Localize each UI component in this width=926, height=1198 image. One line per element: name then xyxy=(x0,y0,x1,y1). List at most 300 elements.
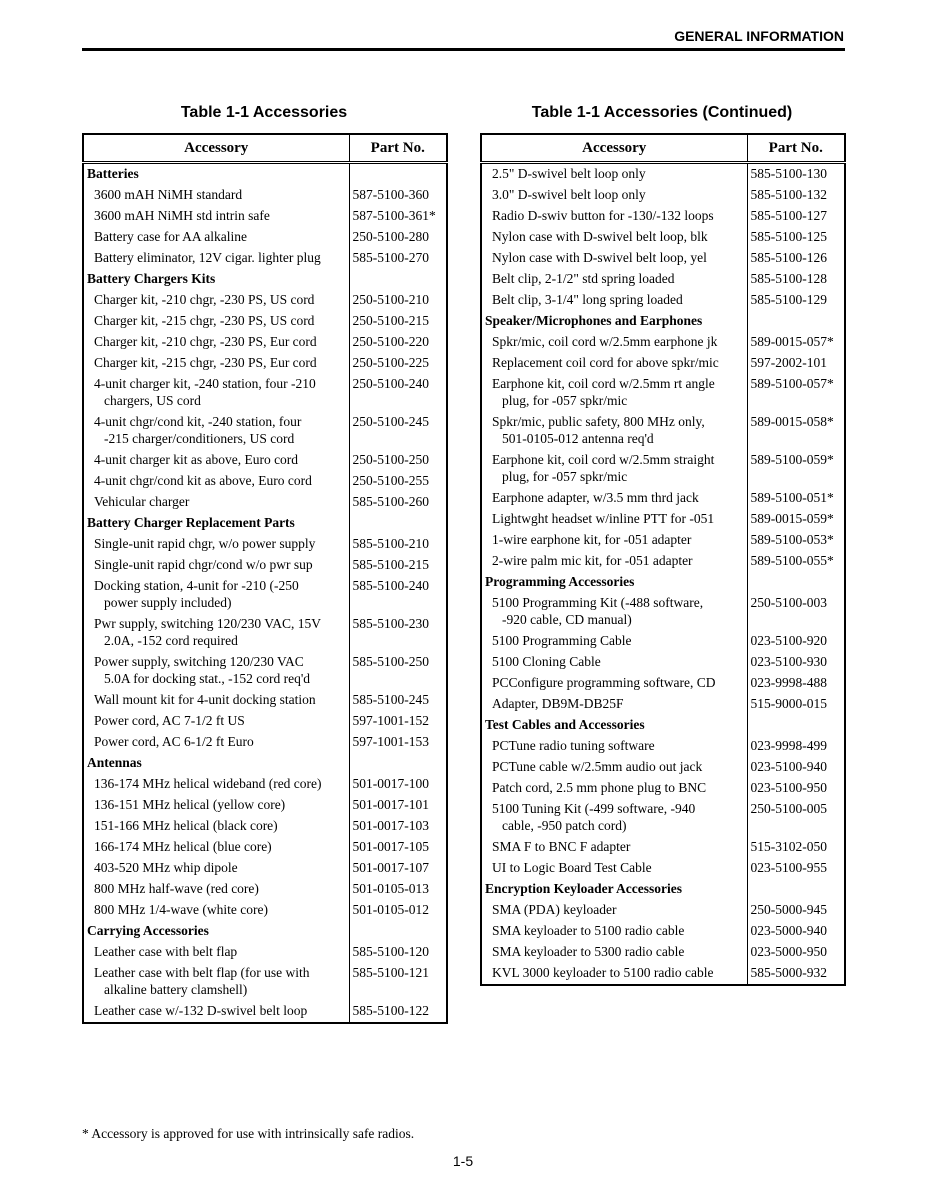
table-row xyxy=(481,509,845,530)
table-row xyxy=(481,673,845,694)
accessory-name: 2-wire palm mic kit, for -051 adapter xyxy=(492,553,693,568)
accessory-cell xyxy=(83,690,349,711)
accessory-name: Adapter, DB9M-DB25F xyxy=(492,696,624,711)
accessory-cell xyxy=(83,879,349,900)
part-number-cell xyxy=(349,921,447,942)
part-number-cell: 023-9998-499 xyxy=(750,738,827,753)
accessory-name-continued: 5.0A for docking stat., -152 cord req'd xyxy=(104,671,311,686)
accessory-cell xyxy=(481,694,747,715)
accessory-name-continued: alkaline battery clamshell) xyxy=(104,982,248,997)
part-number-cell: 597-2002-101 xyxy=(750,355,827,370)
part-number-cell: 589-5100-053* xyxy=(750,532,834,547)
section-row xyxy=(83,921,447,942)
part-number-cell: 597-1001-152 xyxy=(352,713,429,728)
table-row xyxy=(83,248,447,269)
table-row xyxy=(481,593,845,631)
accessory-name: 136-151 MHz helical (yellow core) xyxy=(94,797,286,812)
table-row xyxy=(83,816,447,837)
table-row xyxy=(83,534,447,555)
accessory-name: Charger kit, -215 chgr, -230 PS, US cord xyxy=(94,313,315,328)
part-number-column-header: Part No. xyxy=(747,134,845,163)
part-number-cell: 023-5100-955 xyxy=(750,860,827,875)
accessory-name: Battery Chargers Kits xyxy=(87,271,216,286)
part-number-cell: 585-5100-260 xyxy=(352,494,429,509)
accessory-name: PCTune cable w/2.5mm audio out jack xyxy=(492,759,703,774)
accessory-name: Belt clip, 3-1/4" long spring loaded xyxy=(492,292,683,307)
table-row xyxy=(481,290,845,311)
part-number-cell xyxy=(349,753,447,774)
part-number-cell: 023-5100-940 xyxy=(750,759,827,774)
accessory-cell xyxy=(481,736,747,757)
accessory-cell xyxy=(481,799,747,837)
part-number-cell: 250-5100-245 xyxy=(352,414,429,429)
accessory-name: 3600 mAH NiMH std intrin safe xyxy=(94,208,270,223)
accessory-name-continued: plug, for -057 spkr/mic xyxy=(502,393,628,408)
part-number-cell xyxy=(349,163,447,186)
part-number-cell: 023-5100-930 xyxy=(750,654,827,669)
part-number-cell: 589-0015-057* xyxy=(750,334,834,349)
accessory-name: Belt clip, 2-1/2" std spring loaded xyxy=(492,271,675,286)
accessory-name: 5100 Tuning Kit (-499 software, -940 xyxy=(492,801,696,816)
accessory-name: SMA keyloader to 5300 radio cable xyxy=(492,944,685,959)
accessory-name: Battery Charger Replacement Parts xyxy=(87,515,295,530)
accessory-cell xyxy=(83,900,349,921)
accessory-name: PCConfigure programming software, CD xyxy=(492,675,716,690)
accessory-name-continued: plug, for -057 spkr/mic xyxy=(502,469,628,484)
accessory-name: 800 MHz half-wave (red core) xyxy=(94,881,259,896)
table-row xyxy=(481,736,845,757)
accessory-name: 1-wire earphone kit, for -051 adapter xyxy=(492,532,692,547)
part-number-cell xyxy=(349,269,447,290)
accessory-cell xyxy=(481,837,747,858)
part-number-cell: 250-5100-210 xyxy=(352,292,429,307)
accessory-name: SMA (PDA) keyloader xyxy=(492,902,617,917)
accessory-name: 166-174 MHz helical (blue core) xyxy=(94,839,272,854)
accessory-name: Batteries xyxy=(87,166,139,181)
section-row xyxy=(481,311,845,332)
section-heading xyxy=(481,311,747,332)
table-row xyxy=(481,206,845,227)
accessory-name: Antennas xyxy=(87,755,142,770)
part-number-cell: 250-5100-215 xyxy=(352,313,429,328)
part-number-cell: 589-0015-058* xyxy=(750,414,834,429)
accessory-cell xyxy=(83,555,349,576)
accessory-cell xyxy=(481,858,747,879)
section-row xyxy=(481,715,845,736)
left-table-caption: Table 1-1 Accessories xyxy=(180,104,348,121)
accessory-cell xyxy=(481,942,747,963)
accessory-name: 2.5" D-swivel belt loop only xyxy=(492,166,646,181)
part-number-cell: 250-5100-225 xyxy=(352,355,429,370)
accessory-cell xyxy=(481,163,747,186)
part-number-cell: 585-5100-270 xyxy=(352,250,429,265)
accessory-name: 5100 Cloning Cable xyxy=(492,654,601,669)
accessory-name: Earphone kit, coil cord w/2.5mm straight xyxy=(492,452,715,467)
accessory-cell xyxy=(481,353,747,374)
part-number-cell: 585-5100-125 xyxy=(750,229,827,244)
table-row xyxy=(481,332,845,353)
accessory-name: Leather case with belt flap (for use with xyxy=(94,965,310,980)
part-number-cell: 501-0017-103 xyxy=(352,818,429,833)
table-row xyxy=(83,879,447,900)
table-row xyxy=(83,963,447,1001)
section-heading xyxy=(83,921,349,942)
section-row xyxy=(481,572,845,593)
accessory-name-continued: 501-0105-012 antenna req'd xyxy=(502,431,654,446)
table-row xyxy=(481,412,845,450)
table-row xyxy=(83,576,447,614)
section-heading xyxy=(83,513,349,534)
accessory-name: Charger kit, -210 chgr, -230 PS, Eur cord xyxy=(94,334,317,349)
part-number-cell: 023-9998-488 xyxy=(750,675,827,690)
table-row xyxy=(83,711,447,732)
accessories-table xyxy=(82,133,448,1024)
accessory-cell xyxy=(481,185,747,206)
accessories-continued-table xyxy=(480,133,846,986)
part-number-cell xyxy=(747,715,845,736)
part-number-cell: 585-5100-128 xyxy=(750,271,827,286)
accessory-cell xyxy=(481,757,747,778)
part-number-cell: 589-5100-055* xyxy=(750,553,834,568)
accessory-cell xyxy=(481,631,747,652)
section-heading xyxy=(83,163,349,186)
accessory-cell xyxy=(481,900,747,921)
accessory-cell xyxy=(83,652,349,690)
accessory-name: 4-unit chgr/cond kit, -240 station, four xyxy=(94,414,302,429)
accessory-name: 3600 mAH NiMH standard xyxy=(94,187,243,202)
accessory-name: 4-unit charger kit, -240 station, four -210 xyxy=(94,376,316,391)
section-heading xyxy=(481,715,747,736)
table-row xyxy=(481,185,845,206)
accessory-cell xyxy=(83,492,349,513)
accessory-name: 800 MHz 1/4-wave (white core) xyxy=(94,902,268,917)
accessory-name: Radio D-swiv button for -130/-132 loops xyxy=(492,208,714,223)
accessory-name: 4-unit chgr/cond kit as above, Euro cord xyxy=(94,473,312,488)
accessory-cell xyxy=(481,488,747,509)
accessory-cell xyxy=(83,206,349,227)
part-number-cell xyxy=(747,572,845,593)
table-row xyxy=(83,614,447,652)
accessory-name: Battery eliminator, 12V cigar. lighter plug xyxy=(94,250,321,265)
accessory-name: UI to Logic Board Test Cable xyxy=(492,860,652,875)
accessory-name: Test Cables and Accessories xyxy=(485,717,645,732)
part-number-cell: 501-0017-105 xyxy=(352,839,429,854)
page-number: 1-5 xyxy=(452,1153,474,1169)
part-number-cell xyxy=(349,513,447,534)
accessory-cell xyxy=(83,248,349,269)
table-row xyxy=(83,652,447,690)
table-row xyxy=(83,353,447,374)
table-row xyxy=(481,757,845,778)
table-row xyxy=(481,163,845,186)
table-row xyxy=(83,795,447,816)
part-number-cell: 585-5100-121 xyxy=(352,965,429,980)
section-row xyxy=(83,753,447,774)
table-row xyxy=(83,290,447,311)
accessory-name: Leather case with belt flap xyxy=(94,944,238,959)
section-heading xyxy=(481,572,747,593)
table-row xyxy=(481,900,845,921)
table-row xyxy=(481,353,845,374)
accessory-cell xyxy=(83,732,349,753)
accessory-name: Power supply, switching 120/230 VAC xyxy=(94,654,304,669)
accessory-name-continued: 2.0A, -152 cord required xyxy=(104,633,238,648)
table-row xyxy=(481,530,845,551)
part-number-cell: 585-5100-127 xyxy=(750,208,827,223)
accessory-column-header: Accessory xyxy=(481,134,747,163)
table-row xyxy=(481,488,845,509)
part-number-cell: 585-5000-932 xyxy=(750,965,827,980)
part-number-cell: 250-5100-255 xyxy=(352,473,429,488)
accessory-name: Leather case w/-132 D-swivel belt loop xyxy=(94,1003,308,1018)
accessory-name: 5100 Programming Kit (-488 software, xyxy=(492,595,704,610)
part-number-cell: 515-3102-050 xyxy=(750,839,827,854)
accessory-name: 151-166 MHz helical (black core) xyxy=(94,818,278,833)
accessory-cell xyxy=(83,942,349,963)
accessory-name: SMA keyloader to 5100 radio cable xyxy=(492,923,685,938)
table-row xyxy=(481,837,845,858)
accessory-cell xyxy=(83,711,349,732)
accessory-name: Lightwght headset w/inline PTT for -051 xyxy=(492,511,715,526)
accessory-name: Spkr/mic, public safety, 800 MHz only, xyxy=(492,414,705,429)
table-row xyxy=(83,555,447,576)
accessory-name-continued: power supply included) xyxy=(104,595,232,610)
accessory-cell xyxy=(83,534,349,555)
section-row xyxy=(83,513,447,534)
table-row xyxy=(83,450,447,471)
accessory-cell xyxy=(83,185,349,206)
table-row xyxy=(83,732,447,753)
accessory-name: Single-unit rapid chgr, w/o power supply xyxy=(94,536,316,551)
part-number-cell: 250-5100-220 xyxy=(352,334,429,349)
part-number-cell: 250-5100-005 xyxy=(750,801,827,816)
part-number-cell: 585-5100-122 xyxy=(352,1003,429,1018)
accessory-name: Earphone adapter, w/3.5 mm thrd jack xyxy=(492,490,699,505)
accessory-name-continued: cable, -950 patch cord) xyxy=(502,818,627,833)
accessory-name: Speaker/Microphones and Earphones xyxy=(485,313,703,328)
table-row xyxy=(83,774,447,795)
part-number-cell: 585-5100-120 xyxy=(352,944,429,959)
part-number-cell: 250-5100-280 xyxy=(352,229,429,244)
section-row xyxy=(481,879,845,900)
accessory-cell xyxy=(83,311,349,332)
table-row xyxy=(83,412,447,450)
accessory-name: Battery case for AA alkaline xyxy=(94,229,247,244)
part-number-cell: 585-5100-210 xyxy=(352,536,429,551)
table-row xyxy=(481,858,845,879)
accessory-cell xyxy=(481,269,747,290)
accessory-name: Docking station, 4-unit for -210 (-250 xyxy=(94,578,299,593)
part-number-cell: 250-5100-240 xyxy=(352,376,429,391)
table-row xyxy=(83,690,447,711)
section-heading xyxy=(481,879,747,900)
table-row xyxy=(481,631,845,652)
part-number-cell: 585-5100-132 xyxy=(750,187,827,202)
accessory-name: SMA F to BNC F adapter xyxy=(492,839,631,854)
part-number-cell: 023-5100-920 xyxy=(750,633,827,648)
table-row xyxy=(481,374,845,412)
table-row xyxy=(83,332,447,353)
table-row xyxy=(83,1001,447,1023)
accessory-cell xyxy=(481,778,747,799)
table-row xyxy=(481,652,845,673)
accessory-name: Patch cord, 2.5 mm phone plug to BNC xyxy=(492,780,707,795)
accessory-cell xyxy=(481,290,747,311)
table-row xyxy=(83,858,447,879)
part-number-cell: 587-5100-360 xyxy=(352,187,429,202)
accessory-cell xyxy=(83,412,349,450)
part-number-cell: 585-5100-126 xyxy=(750,250,827,265)
table-row xyxy=(83,206,447,227)
accessory-cell xyxy=(481,673,747,694)
part-number-cell: 585-5100-215 xyxy=(352,557,429,572)
part-number-cell: 023-5000-950 xyxy=(750,944,827,959)
accessory-cell xyxy=(481,227,747,248)
part-number-cell: 587-5100-361* xyxy=(352,208,436,223)
part-number-cell: 589-5100-051* xyxy=(750,490,834,505)
part-number-cell: 585-5100-230 xyxy=(352,616,429,631)
accessory-name: PCTune radio tuning software xyxy=(492,738,655,753)
accessory-cell xyxy=(83,963,349,1001)
accessory-name: Pwr supply, switching 120/230 VAC, 15V xyxy=(94,616,322,631)
accessory-cell xyxy=(481,530,747,551)
part-number-cell xyxy=(747,879,845,900)
part-number-cell: 501-0105-012 xyxy=(352,902,429,917)
accessory-name: 5100 Programming Cable xyxy=(492,633,632,648)
accessory-name: Power cord, AC 7-1/2 ft US xyxy=(94,713,245,728)
table-row xyxy=(83,227,447,248)
section-row xyxy=(83,269,447,290)
part-number-cell: 585-5100-129 xyxy=(750,292,827,307)
accessory-cell xyxy=(83,576,349,614)
header-rule xyxy=(82,48,845,51)
part-number-cell: 250-5100-003 xyxy=(750,595,827,610)
accessory-name: Wall mount kit for 4-unit docking station xyxy=(94,692,316,707)
part-number-cell: 250-5100-250 xyxy=(352,452,429,467)
accessory-cell xyxy=(83,816,349,837)
part-number-cell: 515-9000-015 xyxy=(750,696,827,711)
accessory-cell xyxy=(481,963,747,985)
table-row xyxy=(83,942,447,963)
accessory-name: 4-unit charger kit as above, Euro cord xyxy=(94,452,299,467)
accessory-cell xyxy=(83,450,349,471)
section-heading xyxy=(83,269,349,290)
accessory-name: Earphone kit, coil cord w/2.5mm rt angle xyxy=(492,376,715,391)
accessory-name: Charger kit, -215 chgr, -230 PS, Eur cord xyxy=(94,355,317,370)
accessory-cell xyxy=(83,471,349,492)
accessory-name: 136-174 MHz helical wideband (red core) xyxy=(94,776,322,791)
accessory-cell xyxy=(83,290,349,311)
table-row xyxy=(481,450,845,488)
accessory-cell xyxy=(83,1001,349,1023)
accessory-cell xyxy=(83,774,349,795)
part-number-cell: 589-5100-059* xyxy=(750,452,834,467)
accessory-cell xyxy=(83,227,349,248)
table-row xyxy=(83,837,447,858)
accessory-name: 3.0" D-swivel belt loop only xyxy=(492,187,646,202)
accessory-name-continued: chargers, US cord xyxy=(104,393,201,408)
accessory-name: Charger kit, -210 chgr, -230 PS, US cord xyxy=(94,292,315,307)
part-number-cell: 250-5000-945 xyxy=(750,902,827,917)
table-row xyxy=(481,963,845,985)
footnote: * Accessory is approved for use with intrinsically safe radios. xyxy=(82,1126,415,1141)
section-header: GENERAL INFORMATION xyxy=(674,28,844,44)
accessory-cell xyxy=(481,248,747,269)
table-row xyxy=(83,311,447,332)
part-number-cell: 585-5100-250 xyxy=(352,654,429,669)
accessory-name: Spkr/mic, coil cord w/2.5mm earphone jk xyxy=(492,334,718,349)
table-row xyxy=(83,185,447,206)
part-number-cell: 585-5100-245 xyxy=(352,692,429,707)
part-number-cell: 589-0015-059* xyxy=(750,511,834,526)
part-number-cell: 501-0017-107 xyxy=(352,860,429,875)
table-row xyxy=(481,269,845,290)
accessory-cell xyxy=(481,332,747,353)
accessory-name: Vehicular charger xyxy=(94,494,190,509)
accessory-cell xyxy=(481,652,747,673)
accessory-cell xyxy=(83,353,349,374)
part-number-cell: 501-0017-100 xyxy=(352,776,429,791)
accessory-cell xyxy=(83,837,349,858)
table-row xyxy=(83,900,447,921)
part-number-cell: 023-5100-950 xyxy=(750,780,827,795)
table-row xyxy=(481,551,845,572)
table-row xyxy=(481,921,845,942)
accessory-name: KVL 3000 keyloader to 5100 radio cable xyxy=(492,965,714,980)
part-number-cell: 501-0105-013 xyxy=(352,881,429,896)
table-row xyxy=(481,227,845,248)
table-row xyxy=(83,374,447,412)
accessory-name-continued: -920 cable, CD manual) xyxy=(502,612,632,627)
accessory-name: Nylon case with D-swivel belt loop, blk xyxy=(492,229,708,244)
part-number-cell: 501-0017-101 xyxy=(352,797,429,812)
table-header-row xyxy=(83,134,447,163)
accessory-name: 403-520 MHz whip dipole xyxy=(94,860,238,875)
part-number-cell: 597-1001-153 xyxy=(352,734,429,749)
accessory-column-header: Accessory xyxy=(83,134,349,163)
section-row xyxy=(83,163,447,186)
accessory-cell xyxy=(481,921,747,942)
part-number-cell: 589-5100-057* xyxy=(750,376,834,391)
accessory-name: Replacement coil cord for above spkr/mic xyxy=(492,355,719,370)
part-number-cell: 585-5100-240 xyxy=(352,578,429,593)
accessory-cell xyxy=(481,374,747,412)
part-number-cell: 023-5000-940 xyxy=(750,923,827,938)
accessory-name: Nylon case with D-swivel belt loop, yel xyxy=(492,250,707,265)
accessory-cell xyxy=(481,551,747,572)
accessory-cell xyxy=(481,412,747,450)
accessory-cell xyxy=(481,450,747,488)
part-number-cell xyxy=(747,311,845,332)
table-row xyxy=(83,492,447,513)
table-row xyxy=(83,471,447,492)
accessory-name-continued: -215 charger/conditioners, US cord xyxy=(104,431,295,446)
accessory-name: Power cord, AC 6-1/2 ft Euro xyxy=(94,734,254,749)
table-row xyxy=(481,942,845,963)
accessory-cell xyxy=(481,206,747,227)
table-row xyxy=(481,694,845,715)
accessory-cell xyxy=(83,795,349,816)
part-number-cell: 585-5100-130 xyxy=(750,166,827,181)
accessory-cell xyxy=(83,374,349,412)
table-row xyxy=(481,248,845,269)
accessory-cell xyxy=(83,858,349,879)
accessory-name: Encryption Keyloader Accessories xyxy=(485,881,682,896)
accessory-name: Carrying Accessories xyxy=(87,923,209,938)
accessory-cell xyxy=(83,614,349,652)
accessory-name: Single-unit rapid chgr/cond w/o pwr sup xyxy=(94,557,313,572)
table-row xyxy=(481,778,845,799)
